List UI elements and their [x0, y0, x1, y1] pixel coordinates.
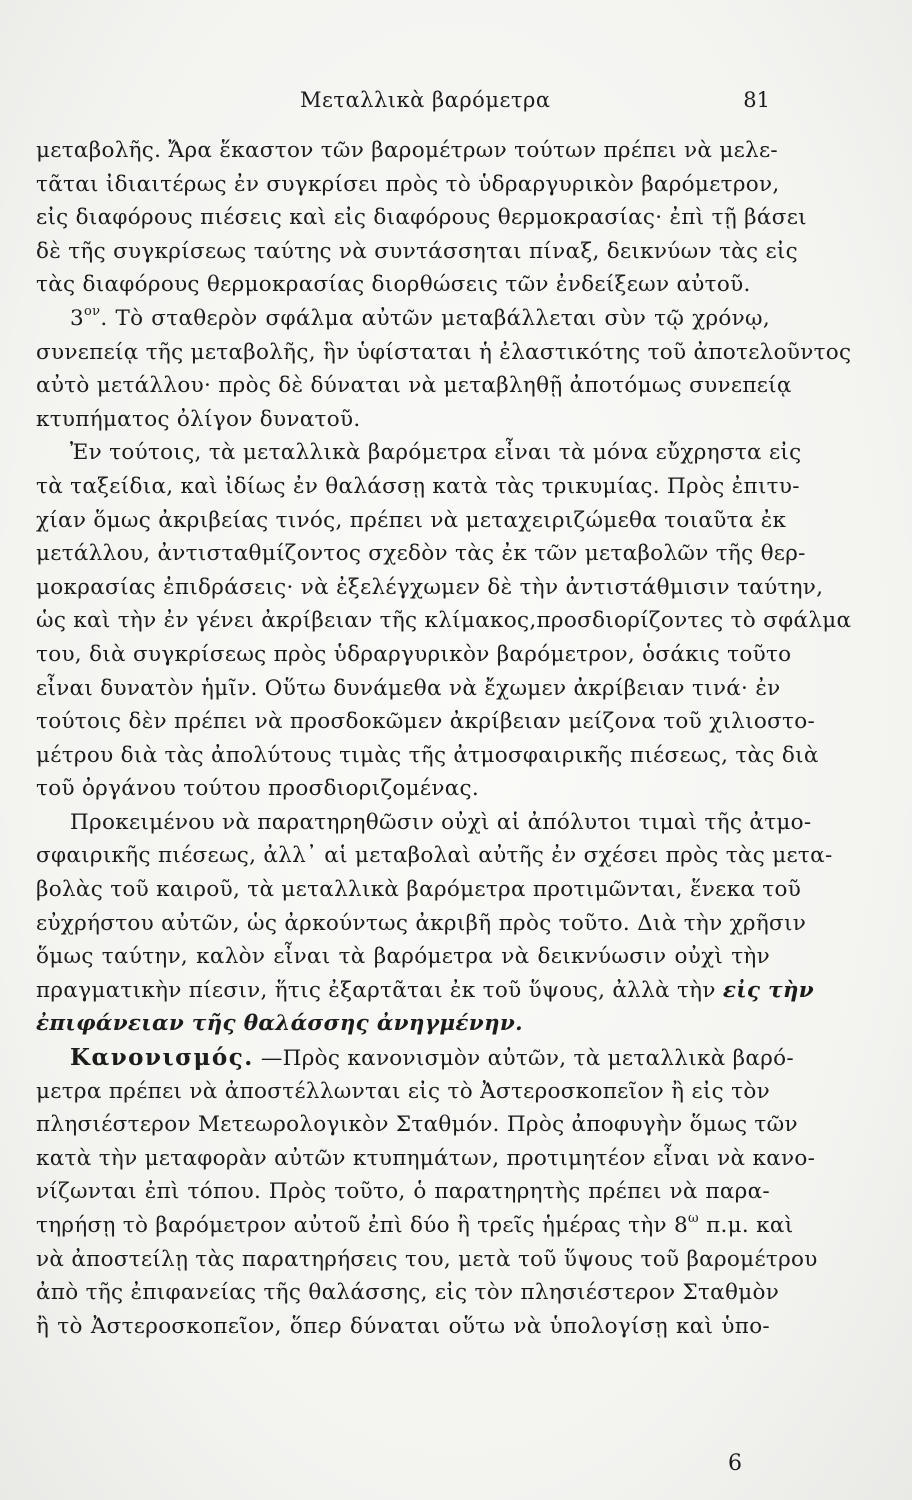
ordinal-suffix: ον	[83, 303, 101, 319]
text-line: ὅμως ταύτην, καλὸν εἶναι τὰ βαρόμετρα νὰ δεικνύωσιν οὐχὶ τὴν	[36, 944, 770, 970]
running-head-title: Μεταλλικὰ βαρόμετρα	[300, 88, 551, 112]
section-heading: Κανονισμός.	[70, 1044, 254, 1072]
body-text	[36, 134, 852, 1343]
text-line: πλησιέστερον Μετεωρολογικὸν Σταθμόν. Πρὸς ἀποφυγὴν ὅμως τῶν	[36, 1112, 798, 1138]
text-line-content: —Πρὸς κανονισμὸν αὐτῶν, τὰ μεταλλικὰ βαρό-	[260, 1046, 794, 1072]
text-line: συνεπείᾳ τῆς μεταβολῆς, ἣν ὑφίσταται ἡ ἐλαστικότης τοῦ ἀποτελοῦντος	[36, 339, 852, 365]
text-line: τὰς διαφόρους θερμοκρασίας διορθώσεις τῶν ἐνδείξεων αὐτοῦ.	[36, 272, 751, 298]
emphasis-line: ἐπιφάνειαν τῆς θαλάσσης ἀνηγμένην.	[36, 1011, 523, 1037]
text-line: τοῦ ὀργάνου τούτου προσδιοριζομένας.	[36, 776, 480, 802]
text-line: τᾶται ἰδιαιτέρως ἐν συγκρίσει πρὸς τὸ ὑδραργυρικὸν βαρόμετρον,	[36, 171, 780, 197]
text-line: εἰς διαφόρους πιέσεις καὶ εἰς διαφόρους θερμοκρασίας· ἐπὶ τῇ βάσει	[36, 205, 807, 231]
text-line-content: π.μ. καὶ	[706, 1213, 794, 1238]
text-line: εἶναι δυνατὸν ἡμῖν. Οὕτω δυνάμεθα νὰ ἔχωμεν ἀκρίβειαν τινά· ἐν	[36, 675, 781, 701]
text-line: ἢ τὸ Ἀστεροσκοπεῖον, ὅπερ δύναται οὕτω νὰ ὑπολογίσῃ καὶ ὑπο-	[36, 1313, 770, 1339]
text-line: ὡς καὶ τὴν ἐν γένει ἀκρίβειαν τῆς κλίμακος,προσδιορίζοντες τὸ σφάλμα	[36, 608, 852, 634]
text-line: μετάλλου, ἀντισταθμίζοντος σχεδὸν τὰς ἐκ τῶν μεταβολῶν τῆς θερ-	[36, 541, 806, 567]
text-line: κατὰ τὴν μεταφορὰν αὐτῶν κτυπημάτων, προτιμητέον εἶναι νὰ κανο-	[36, 1145, 816, 1171]
text-line: νὰ ἀποστείλῃ τὰς παρατηρήσεις του, μετὰ τοῦ ὕψους τοῦ βαρομέτρου	[36, 1246, 818, 1272]
emphasis-text: εἰς τὴν	[722, 977, 815, 1003]
text-line: μετρα πρέπει νὰ ἀποστέλλωνται εἰς τὸ Ἀστεροσκοπεῖον ἢ εἰς τὸν	[36, 1078, 770, 1104]
text-line-content: τηρήσῃ τὸ βαρόμετρον αὐτοῦ ἐπὶ δύο ἢ τρεῖς ἡμέρας τὴν 8	[36, 1213, 689, 1238]
text-line: βολὰς τοῦ καιροῦ, τὰ μεταλλικὰ βαρόμετρα προτιμῶνται, ἕνεκα τοῦ	[36, 877, 802, 903]
text-line: σφαιρικῆς πιέσεως, ἀλλ᾽ αἱ μεταβολαὶ αὐτῆς ἐν σχέσει πρὸς τὰς μετα-	[36, 843, 833, 869]
text-line: εὐχρήστου αὐτῶν, ὡς ἀρκούντως ἀκριβῆ πρὸς τοῦτο. Διὰ τὴν χρῆσιν	[36, 910, 807, 936]
text-line	[36, 1209, 794, 1243]
text-line: δὲ τῆς συγκρίσεως ταύτης νὰ συντάσσηται πίναξ, δεικνύων τὰς εἰς	[36, 238, 798, 264]
text-line: μέτρου διὰ τὰς ἀπολύτους τιμὰς τῆς ἀτμοσφαιρικῆς πιέσεως, τὰς διὰ	[36, 742, 819, 768]
text-line	[36, 1041, 794, 1075]
text-line: του, διὰ συγκρίσεως πρὸς ὑδραργυρικὸν βαρόμετρον, ὁσάκις τοῦτο	[36, 641, 792, 667]
signature-mark: 6	[728, 1451, 742, 1476]
text-line-content: πραγματικὴν πίεσιν, ἥτις ἐξαρτᾶται ἐκ τοῦ ὕψους, ἀλλὰ τὴν	[36, 977, 716, 1003]
ordinal-suffix: ω	[688, 1210, 699, 1226]
page-number: 81	[743, 88, 770, 112]
text-line: μεταβολῆς. Ἄρα ἕκαστον τῶν βαρομέτρων τούτων πρέπει νὰ μελε-	[36, 138, 778, 163]
text-line: κτυπήματος ὀλίγον δυνατοῦ.	[36, 406, 361, 432]
text-line: Προκειμένου νὰ παρατηρηθῶσιν οὐχὶ αἱ ἀπόλυτοι τιμαὶ τῆς ἀτμο-	[70, 809, 812, 835]
ordinal-number: 3	[70, 305, 84, 331]
text-line: $3^{o\nu}$. Τὸ σταθερὸν σφάλμα αὐτῶν μεταβάλλεται σὺν τῷ χρόνῳ,	[70, 303, 770, 331]
text-line: νίζωνται ἐπὶ τόπου. Πρὸς τοῦτο, ὁ παρατηρητὴς πρέπει νὰ παρα-	[36, 1179, 770, 1205]
text-line: ἀπὸ τῆς ἐπιφανείας τῆς θαλάσσης, εἰς τὸν πλησιέστερον Σταθμὸν	[36, 1280, 780, 1306]
text-line: τὰ ταξείδια, καὶ ἰδίως ἐν θαλάσσῃ κατὰ τὰς τρικυμίας. Πρὸς ἐπιτυ-	[36, 473, 800, 499]
text-line: αὐτὸ μετάλλου· πρὸς δὲ δύναται νὰ μεταβληθῇ ἀποτόμως συνεπείᾳ	[36, 373, 792, 399]
text-line: Ἐν τούτοις, τὰ μεταλλικὰ βαρόμετρα εἶναι τὰ μόνα εὔχρηστα εἰς	[70, 440, 802, 466]
text-line-content: Τὸ σταθερὸν σφάλμα αὐτῶν μεταβάλλεται σὺν τῷ χρόνῳ,	[115, 305, 770, 331]
text-line: τούτοις δὲν πρέπει νὰ προσδοκῶμεν ἀκρίβειαν μείζονα τοῦ χιλιοστο-	[36, 709, 816, 735]
text-line: μοκρασίας ἐπιδράσεις· νὰ ἐξελέγχωμεν δὲ τὴν ἀντιστάθμισιν ταύτην,	[36, 574, 824, 600]
text-line	[36, 974, 815, 1008]
text-line: χίαν ὅμως ἀκριβείας τινός, πρέπει νὰ μεταχειριζώμεθα τοιαῦτα ἐκ	[36, 507, 787, 533]
